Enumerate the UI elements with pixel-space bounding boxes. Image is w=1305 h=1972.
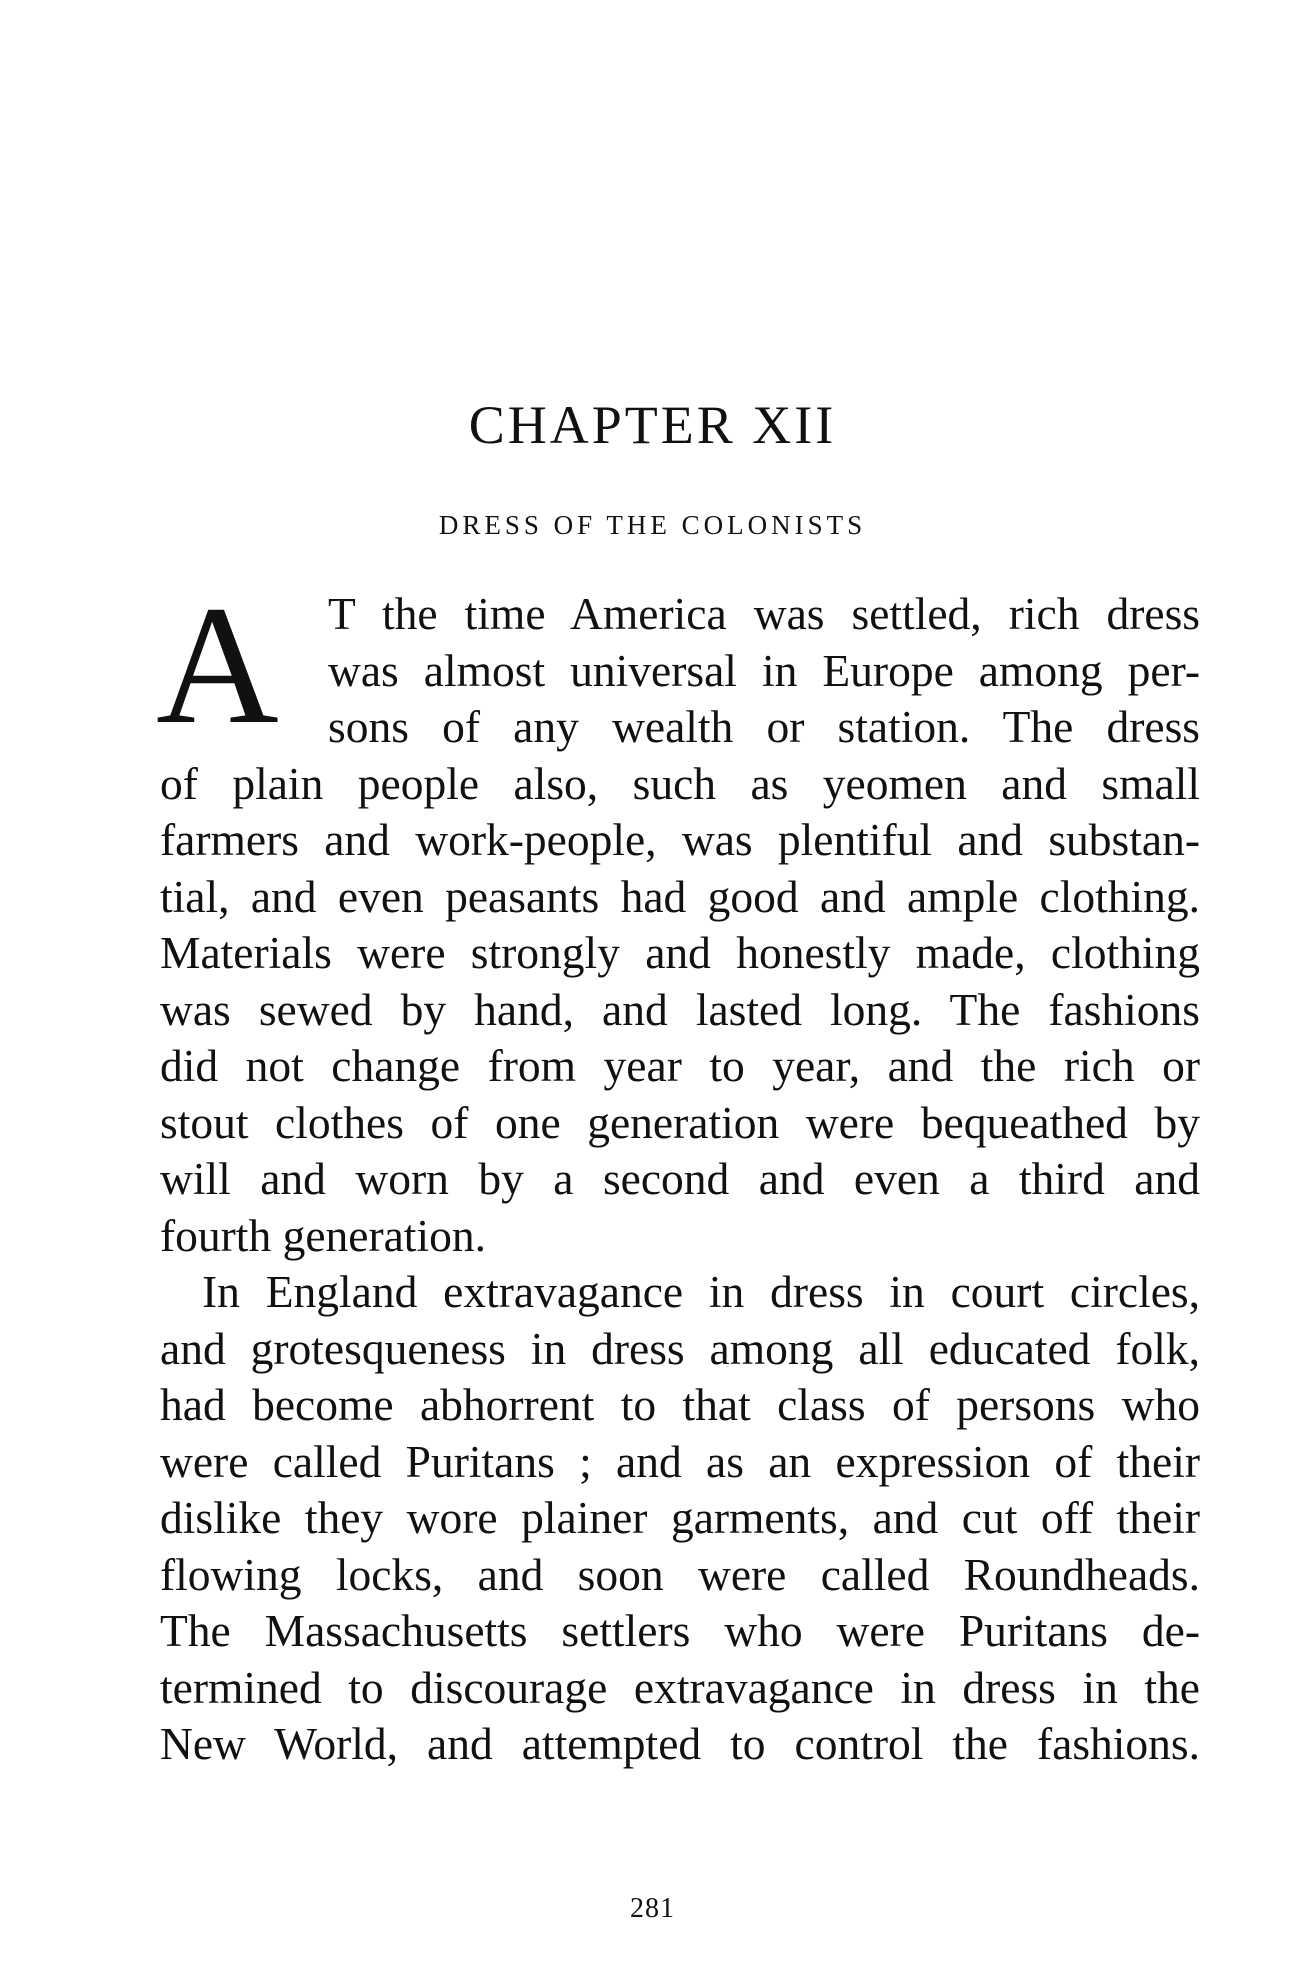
text-line: of plain people also, such as yeomen and small xyxy=(160,757,1200,809)
text-line: were called Puritans ; and as an expression of their xyxy=(160,1435,1200,1487)
text-line: farmers and work-people, was plentiful and substan- xyxy=(160,814,1200,865)
text-line: T the time America was settled, rich dress xyxy=(328,588,1200,639)
text-line: In England extravagance in dress in court circles, xyxy=(202,1266,1200,1317)
paragraph-2 xyxy=(160,1264,1200,1773)
chapter-subtitle: DRESS OF THE COLONISTS xyxy=(438,510,867,540)
text-line: stout clothes of one generation were bequeathed by xyxy=(160,1096,1200,1148)
text-line: The Massachusetts settlers who were Puritans de- xyxy=(160,1605,1200,1656)
page-number: 281 xyxy=(630,1893,675,1924)
text-line: fourth generation. xyxy=(160,1209,486,1261)
text-line: and grotesqueness in dress among all educated folk, xyxy=(160,1322,1200,1374)
drop-cap: A xyxy=(156,571,279,759)
text-line: was almost universal in Europe among per- xyxy=(328,644,1200,696)
text-line: sons of any wealth or station. The dress xyxy=(328,701,1200,752)
text-line: had become abhorrent to that class of persons who xyxy=(160,1379,1200,1430)
text-line: did not change from year to year, and the rich or xyxy=(160,1040,1200,1091)
text-line: termined to discourage extravagance in dress in the xyxy=(160,1661,1200,1713)
text-line: flowing locks, and soon were called Roundheads. xyxy=(160,1548,1200,1600)
paragraph-1 xyxy=(160,586,1200,1264)
text-line: dislike they wore plainer garments, and cut off their xyxy=(160,1492,1200,1543)
text-line: will and worn by a second and even a third and xyxy=(160,1153,1200,1204)
text-line: Materials were strongly and honestly made, clothing xyxy=(160,927,1200,978)
chapter-title: CHAPTER XII xyxy=(468,395,837,455)
text-line: tial, and even peasants had good and ample clothing. xyxy=(160,870,1200,922)
text-line: was sewed by hand, and lasted long. The fashions xyxy=(160,983,1200,1035)
text-line: New World, and attempted to control the fashions. xyxy=(160,1718,1200,1769)
body-text xyxy=(156,571,1200,1773)
